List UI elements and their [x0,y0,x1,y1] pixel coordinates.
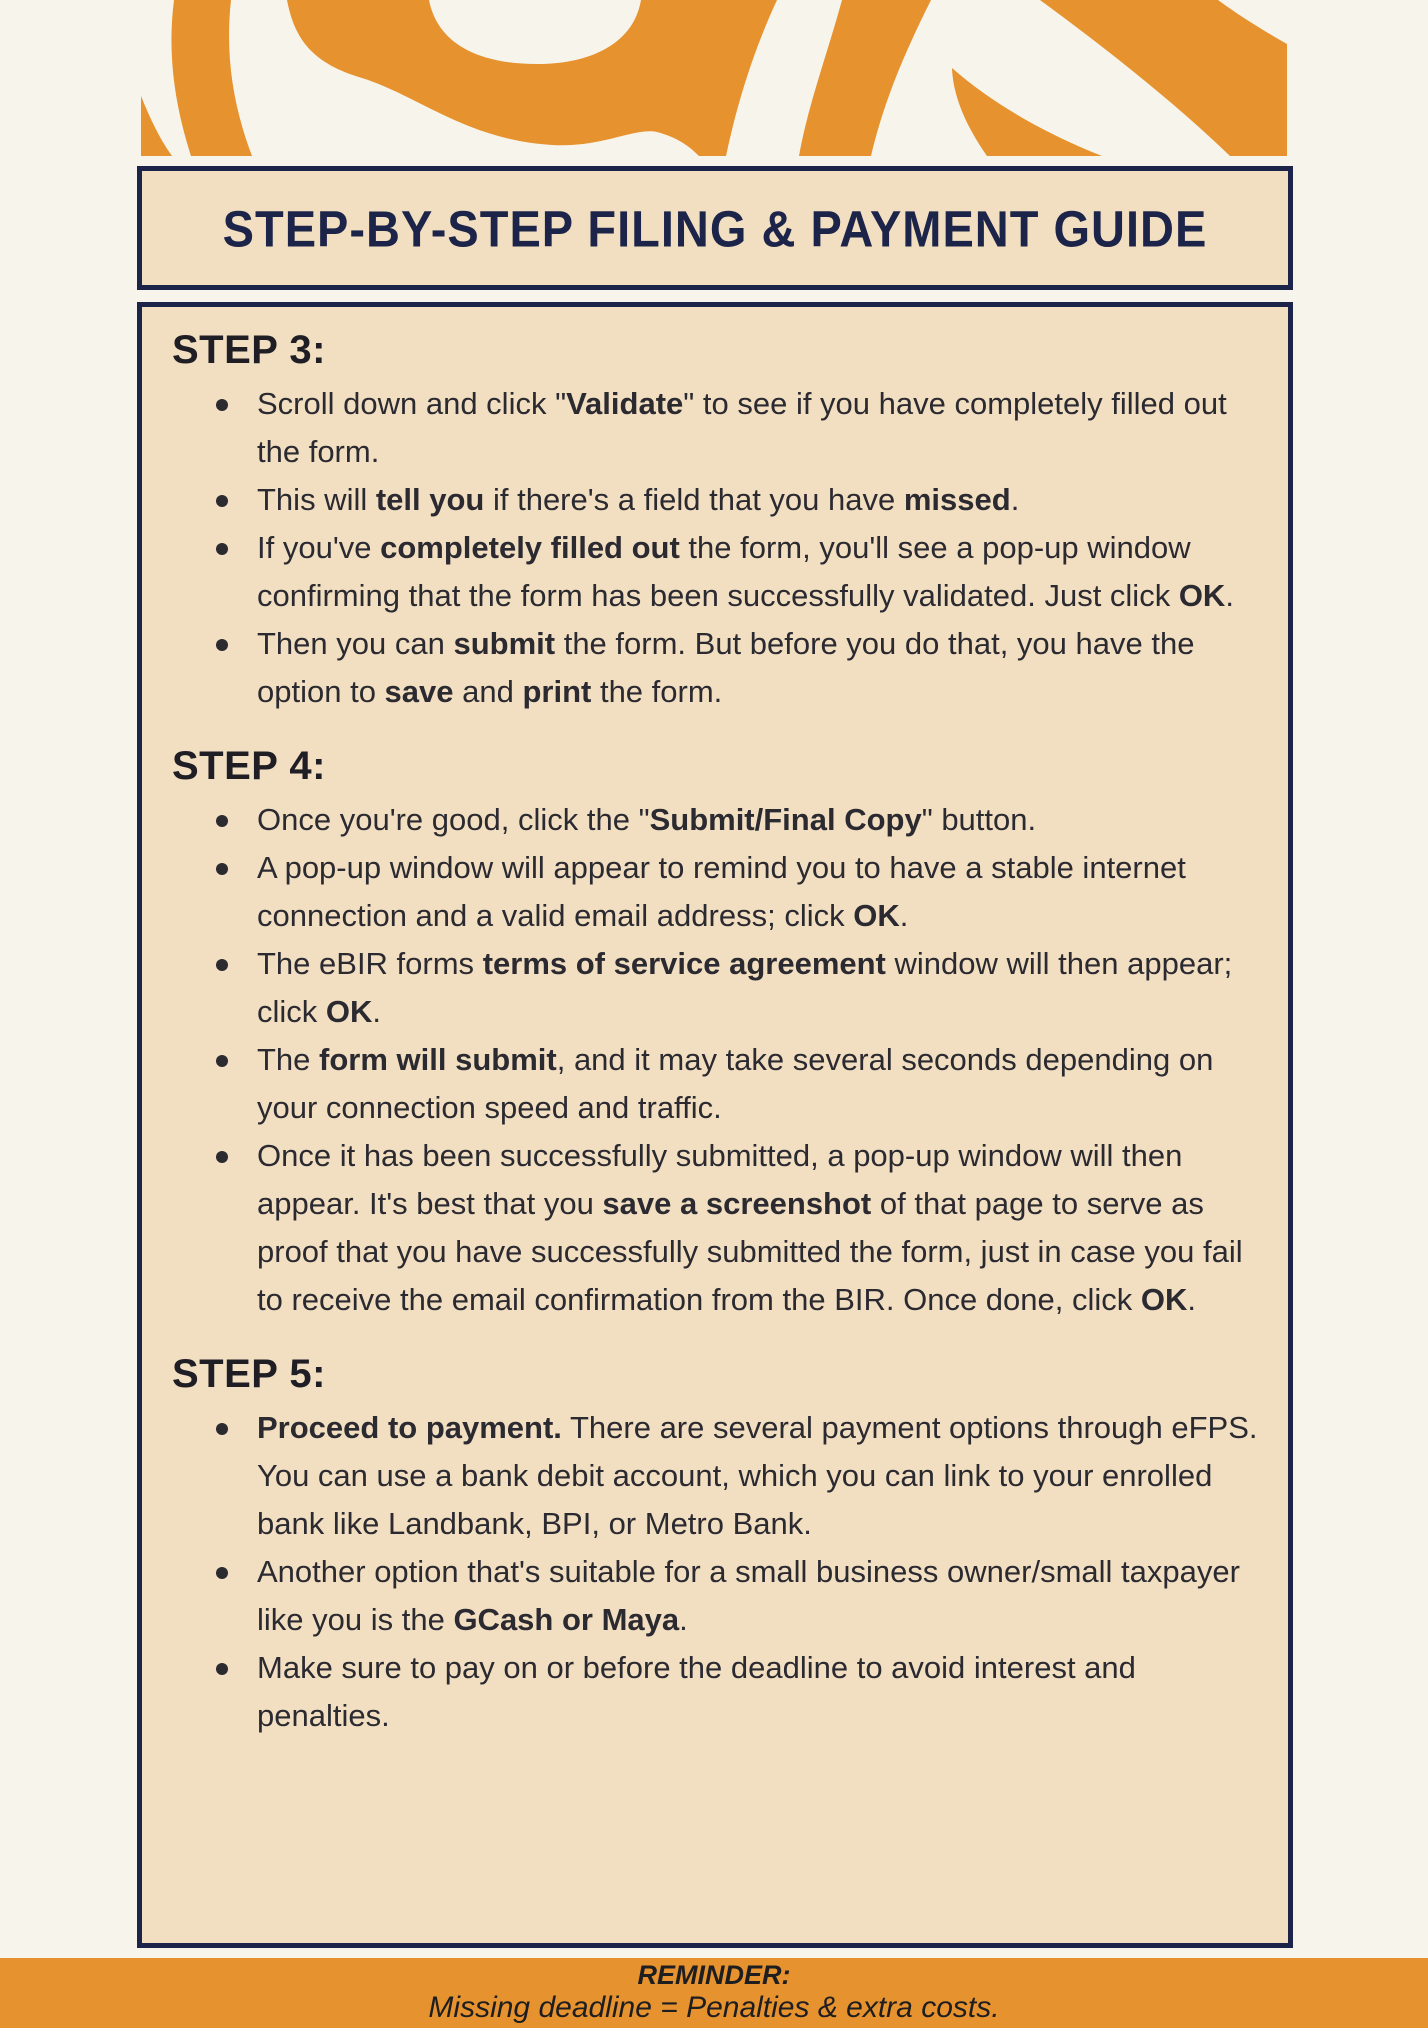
list-item: If you've completely filled out the form, you'll see a pop-up window confirming that the form has been successfully validated. Just click OK. [172,524,1258,620]
list-item: This will tell you if there's a field that you have missed. [172,476,1258,524]
bullet-list [172,380,1258,716]
wave-corner-stripe [1040,0,1287,156]
step-section-5 [172,1350,1258,1740]
step-section-3 [172,326,1258,716]
list-item: Another option that's suitable for a small business owner/small taxpayer like you is the GCash or Maya. [172,1548,1258,1644]
list-item: Make sure to pay on or before the deadline to avoid interest and penalties. [172,1644,1258,1740]
footer-bar [0,1958,1428,2028]
list-item: The eBIR forms terms of service agreement window will then appear; click OK. [172,940,1258,1036]
step-heading: STEP 4: [172,744,326,788]
list-item: The form will submit, and it may take several seconds depending on your connection speed and traffic. [172,1036,1258,1132]
title-box [137,166,1293,290]
list-item: Then you can submit the form. But before you do that, you have the option to save and print the form. [172,620,1258,716]
list-item: Scroll down and click "Validate" to see if you have completely filled out the form. [172,380,1258,476]
step-heading: STEP 3: [172,328,326,372]
reminder-heading: REMINDER: [637,1960,791,1990]
wave-stub-stripe [952,68,1102,156]
step-section-4 [172,742,1258,1324]
bullet-list [172,796,1258,1324]
wave-steep-stripe [799,0,931,156]
reminder-message: Missing deadline = Penalties & extra costs. [428,1991,1000,2024]
wave-big-ribbon [287,0,777,156]
page-title: STEP-BY-STEP FILING & PAYMENT GUIDE [222,199,1208,257]
list-item: A pop-up window will appear to remind you to have a stable internet connection and a valid email address; click OK. [172,844,1258,940]
step-heading: STEP 5: [172,1352,326,1396]
wave-pattern [137,0,1290,156]
list-item: Once it has been successfully submitted, a pop-up window will then appear. It's best that you save a screenshot of that page to serve as proof that you have successfully submitted the form, just in case you fail to receive the email confirmation from the BIR. Once done, click OK. [172,1132,1258,1324]
wave-triangle [141,96,172,156]
content-panel [137,302,1293,1948]
list-item: Proceed to payment. There are several payment options through eFPS. You can use a bank debit account, which you can link to your enrolled bank like Landbank, BPI, or Metro Bank. [172,1404,1258,1548]
wave-thin-stripe [171,0,252,156]
list-item: Once you're good, click the "Submit/Final Copy" button. [172,796,1258,844]
bullet-list [172,1404,1258,1740]
